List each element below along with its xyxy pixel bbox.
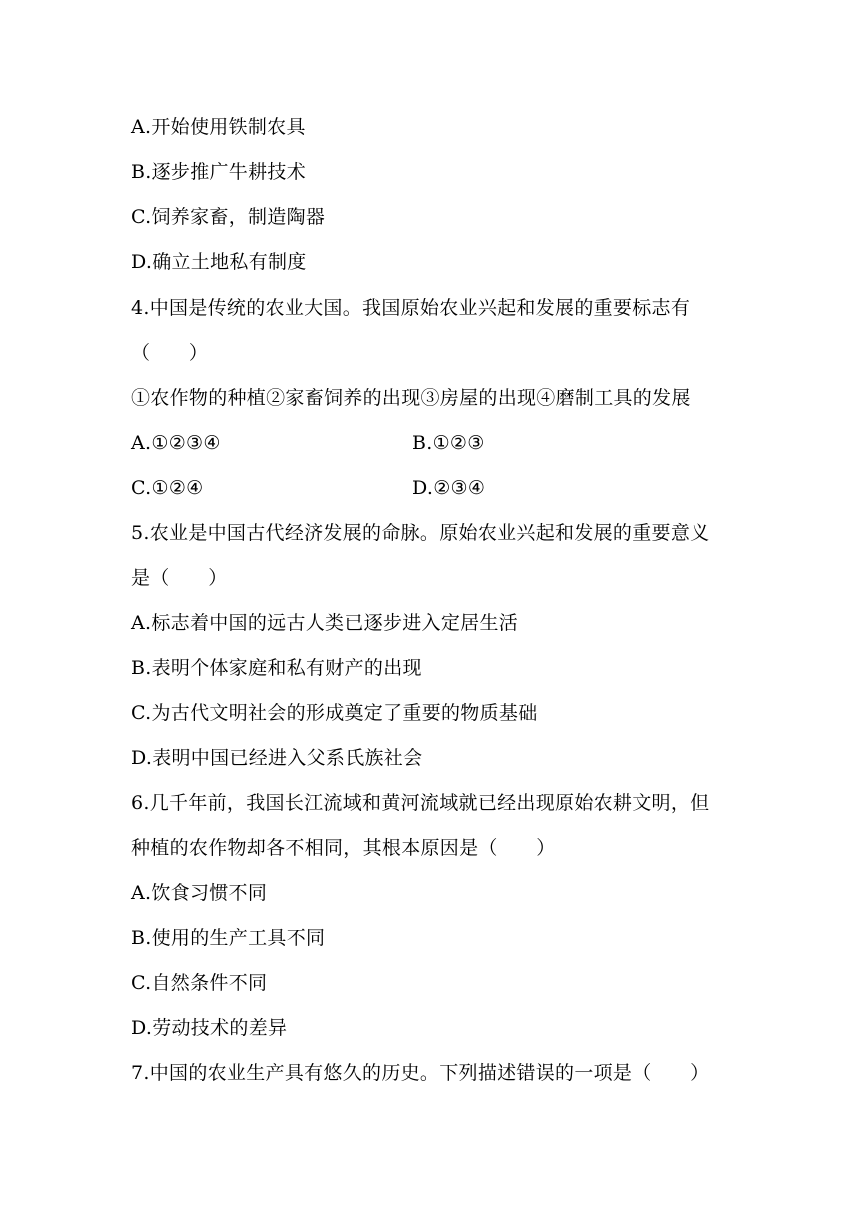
q4-option-d: D.②③④ <box>412 477 486 499</box>
q4-option-a: A.①②③④ <box>131 432 221 454</box>
q4-stem-line1: 4.中国是传统的农业大国。我国原始农业兴起和发展的重要标志有 <box>131 297 691 319</box>
q6-option-b: B.使用的生产工具不同 <box>131 927 326 949</box>
q4-items: ①农作物的种植②家畜饲养的出现③房屋的出现④磨制工具的发展 <box>131 387 691 409</box>
q5-option-d: D.表明中国已经进入父系氏族社会 <box>131 747 423 769</box>
q7-stem-line1: 7.中国的农业生产具有悠久的历史。下列描述错误的一项是（ ） <box>131 1062 710 1084</box>
q5-option-b: B.表明个体家庭和私有财产的出现 <box>131 657 422 679</box>
q3-option-d: D.确立土地私有制度 <box>131 251 307 273</box>
q6-stem-line1: 6.几千年前，我国长江流域和黄河流域就已经出现原始农耕文明，但 <box>131 792 710 814</box>
q3-option-b: B.逐步推广牛耕技术 <box>131 161 307 183</box>
q4-option-b: B.①②③ <box>412 432 485 454</box>
q5-option-a: A.标志着中国的远古人类已逐步进入定居生活 <box>131 612 519 634</box>
q5-option-c: C.为古代文明社会的形成奠定了重要的物质基础 <box>131 702 538 724</box>
q6-option-c: C.自然条件不同 <box>131 972 268 994</box>
q6-option-d: D.劳动技术的差异 <box>131 1017 288 1039</box>
q5-stem-line2: 是（ ） <box>131 567 228 589</box>
q4-stem-line2: （ ） <box>131 342 209 364</box>
q5-stem-line1: 5.农业是中国古代经济发展的命脉。原始农业兴起和发展的重要意义 <box>131 522 710 544</box>
q3-option-a: A.开始使用铁制农具 <box>131 116 306 138</box>
q3-option-c: C.饲养家畜，制造陶器 <box>131 206 326 228</box>
q6-stem-line2: 种植的农作物却各不相同，其根本原因是（ ） <box>131 837 556 859</box>
q6-option-a: A.饮食习惯不同 <box>131 882 268 904</box>
q4-option-c: C.①②④ <box>131 477 204 499</box>
